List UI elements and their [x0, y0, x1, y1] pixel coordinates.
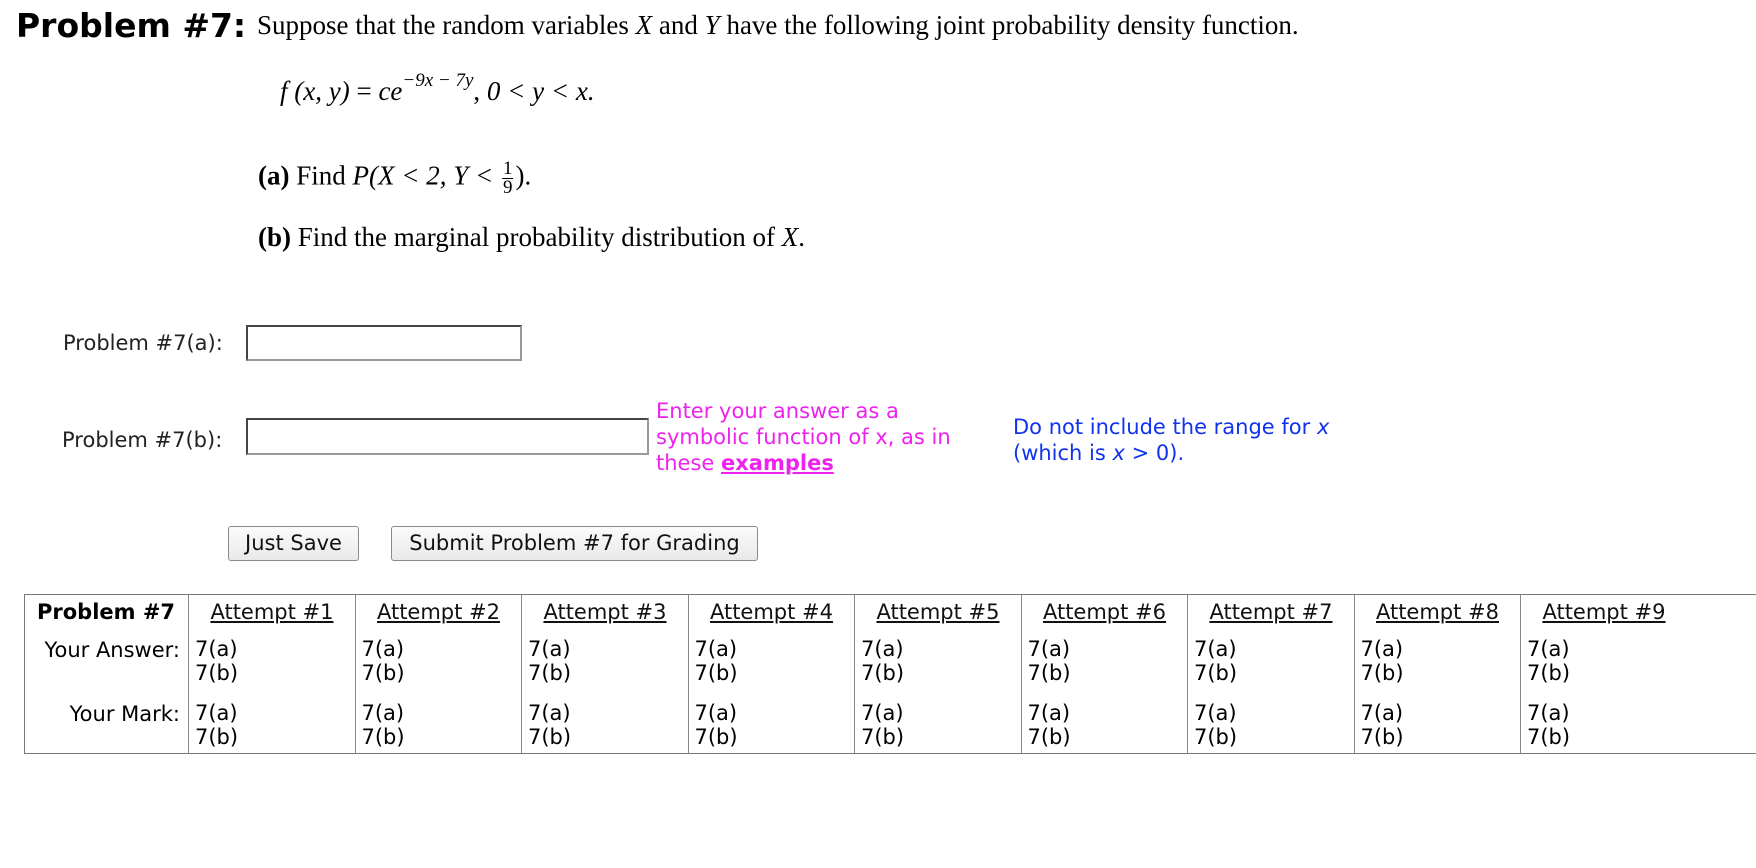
attempt-header: Attempt #3: [543, 600, 667, 624]
answer-part-b: 7(b): [528, 661, 572, 685]
mark-part-a: 7(a): [361, 701, 405, 725]
variable-x: X: [635, 10, 653, 40]
formula-domain: 0 < y < x.: [486, 76, 595, 106]
answer-part-b: 7(b): [861, 661, 905, 685]
mark-part-b: 7(b): [1027, 725, 1071, 749]
mark-part-a: 7(a): [195, 701, 238, 725]
answer-part-a: 7(a): [361, 637, 405, 661]
formula-c: ce: [378, 76, 403, 106]
mark-part-a: 7(a): [1194, 701, 1237, 725]
answer-a-label: Problem #7(a):: [63, 331, 223, 355]
attempts-header-column: [25, 595, 188, 753]
mark-part-a: 7(a): [861, 701, 904, 725]
formula-lhs: f (x, y): [280, 76, 350, 106]
density-formula: [280, 70, 595, 107]
mark-part-a: 7(a): [1360, 701, 1404, 725]
attempt-header: Attempt #4: [709, 600, 834, 624]
mark-part-b: 7(b): [1527, 725, 1571, 749]
mark-part-a: 7(a): [1527, 701, 1570, 725]
attempts-table-title: Problem #7: [37, 600, 176, 624]
answer-part-b: 7(b): [1527, 661, 1571, 685]
range-hint-x: x: [1112, 441, 1125, 465]
answer-b-label: Problem #7(b):: [62, 428, 223, 452]
part-a-expression: P(X < 2, Y <: [352, 160, 500, 191]
range-hint: [1013, 414, 1373, 466]
answer-part-b: 7(b): [1360, 661, 1404, 685]
mark-part-b: 7(b): [694, 725, 738, 749]
submit-for-grading-button[interactable]: Submit Problem #7 for Grading: [391, 526, 758, 561]
just-save-button[interactable]: Just Save: [228, 526, 359, 561]
attempt-column: [1021, 595, 1188, 753]
mark-part-b: 7(b): [1360, 725, 1404, 749]
attempt-header: Attempt #6: [1042, 600, 1167, 624]
mark-part-a: 7(a): [528, 701, 571, 725]
attempt-header: Attempt #9: [1542, 600, 1666, 624]
attempt-column: [688, 595, 855, 753]
attempt-column: [1520, 595, 1687, 753]
mark-part-b: 7(b): [528, 725, 572, 749]
examples-link[interactable]: examples: [721, 451, 834, 475]
answer-part-a: 7(a): [1360, 637, 1404, 661]
formula-exponent: −9x − 7y: [402, 70, 474, 91]
part-b-text: Find the marginal probability distribution of: [291, 222, 782, 252]
statement-text: Suppose that the random variables: [257, 10, 636, 40]
attempt-column: [188, 595, 355, 753]
answer-part-b: 7(b): [1194, 661, 1238, 685]
symbolic-hint: [656, 398, 986, 476]
attempt-column: [854, 595, 1021, 753]
range-hint-text: (which is: [1013, 441, 1113, 465]
mark-part-b: 7(b): [195, 725, 239, 749]
attempt-header: Attempt #8: [1375, 600, 1500, 624]
attempt-column: [521, 595, 688, 753]
mark-part-b: 7(b): [361, 725, 405, 749]
attempts-table: [24, 594, 1756, 754]
attempt-column: [1354, 595, 1521, 753]
answer-part-a: 7(a): [195, 637, 238, 661]
problem-statement: [257, 10, 1299, 41]
answer-part-b: 7(b): [694, 661, 738, 685]
answer-part-b: 7(b): [195, 661, 239, 685]
formula-comma: ,: [473, 76, 487, 106]
attempt-column: [355, 595, 522, 753]
answer-part-b: 7(b): [1027, 661, 1071, 685]
statement-text: and: [652, 10, 705, 40]
mark-part-b: 7(b): [861, 725, 905, 749]
part-a-label: (a): [258, 160, 290, 191]
answer-part-a: 7(a): [1027, 637, 1071, 661]
attempt-header: Attempt #1: [210, 600, 334, 624]
answer-b-input[interactable]: [246, 418, 649, 455]
part-b-label: (b): [258, 222, 291, 252]
mark-part-a: 7(a): [694, 701, 738, 725]
fraction-denominator: 9: [502, 177, 513, 198]
mark-part-b: 7(b): [1194, 725, 1238, 749]
fraction-numerator: 1: [502, 158, 513, 179]
range-hint-text: Do not include the range for: [1013, 415, 1317, 439]
your-mark-label: Your Mark:: [69, 702, 180, 726]
attempt-header: Attempt #7: [1209, 600, 1333, 624]
your-answer-label: Your Answer:: [44, 638, 180, 662]
part-b-variable: X: [781, 222, 799, 252]
range-hint-x: x: [1316, 415, 1330, 439]
answer-a-input[interactable]: [246, 325, 522, 361]
attempt-header: Attempt #5: [876, 600, 1000, 624]
part-a-close: ).: [515, 160, 532, 191]
statement-text: have the following joint probability density function.: [719, 10, 1299, 40]
attempt-header: Attempt #2: [376, 600, 501, 624]
answer-part-a: 7(a): [1527, 637, 1570, 661]
formula-equals: =: [349, 76, 379, 106]
answer-part-a: 7(a): [861, 637, 904, 661]
part-a-text: Find: [289, 160, 353, 191]
fraction-one-ninth: [502, 160, 514, 197]
answer-part-b: 7(b): [361, 661, 405, 685]
range-hint-text: > 0).: [1124, 441, 1185, 465]
answer-part-a: 7(a): [528, 637, 571, 661]
answer-part-a: 7(a): [1194, 637, 1237, 661]
answer-part-a: 7(a): [694, 637, 738, 661]
attempt-column: [1187, 595, 1354, 753]
problem-title: Problem #7:: [16, 6, 247, 45]
part-b-question: [258, 222, 805, 253]
mark-part-a: 7(a): [1027, 701, 1071, 725]
variable-y: Y: [704, 10, 720, 40]
part-a-question: [258, 160, 531, 197]
symbolic-hint-text: Enter your answer as a symbolic function of x, as in these: [656, 399, 951, 475]
part-b-period: .: [798, 222, 805, 252]
